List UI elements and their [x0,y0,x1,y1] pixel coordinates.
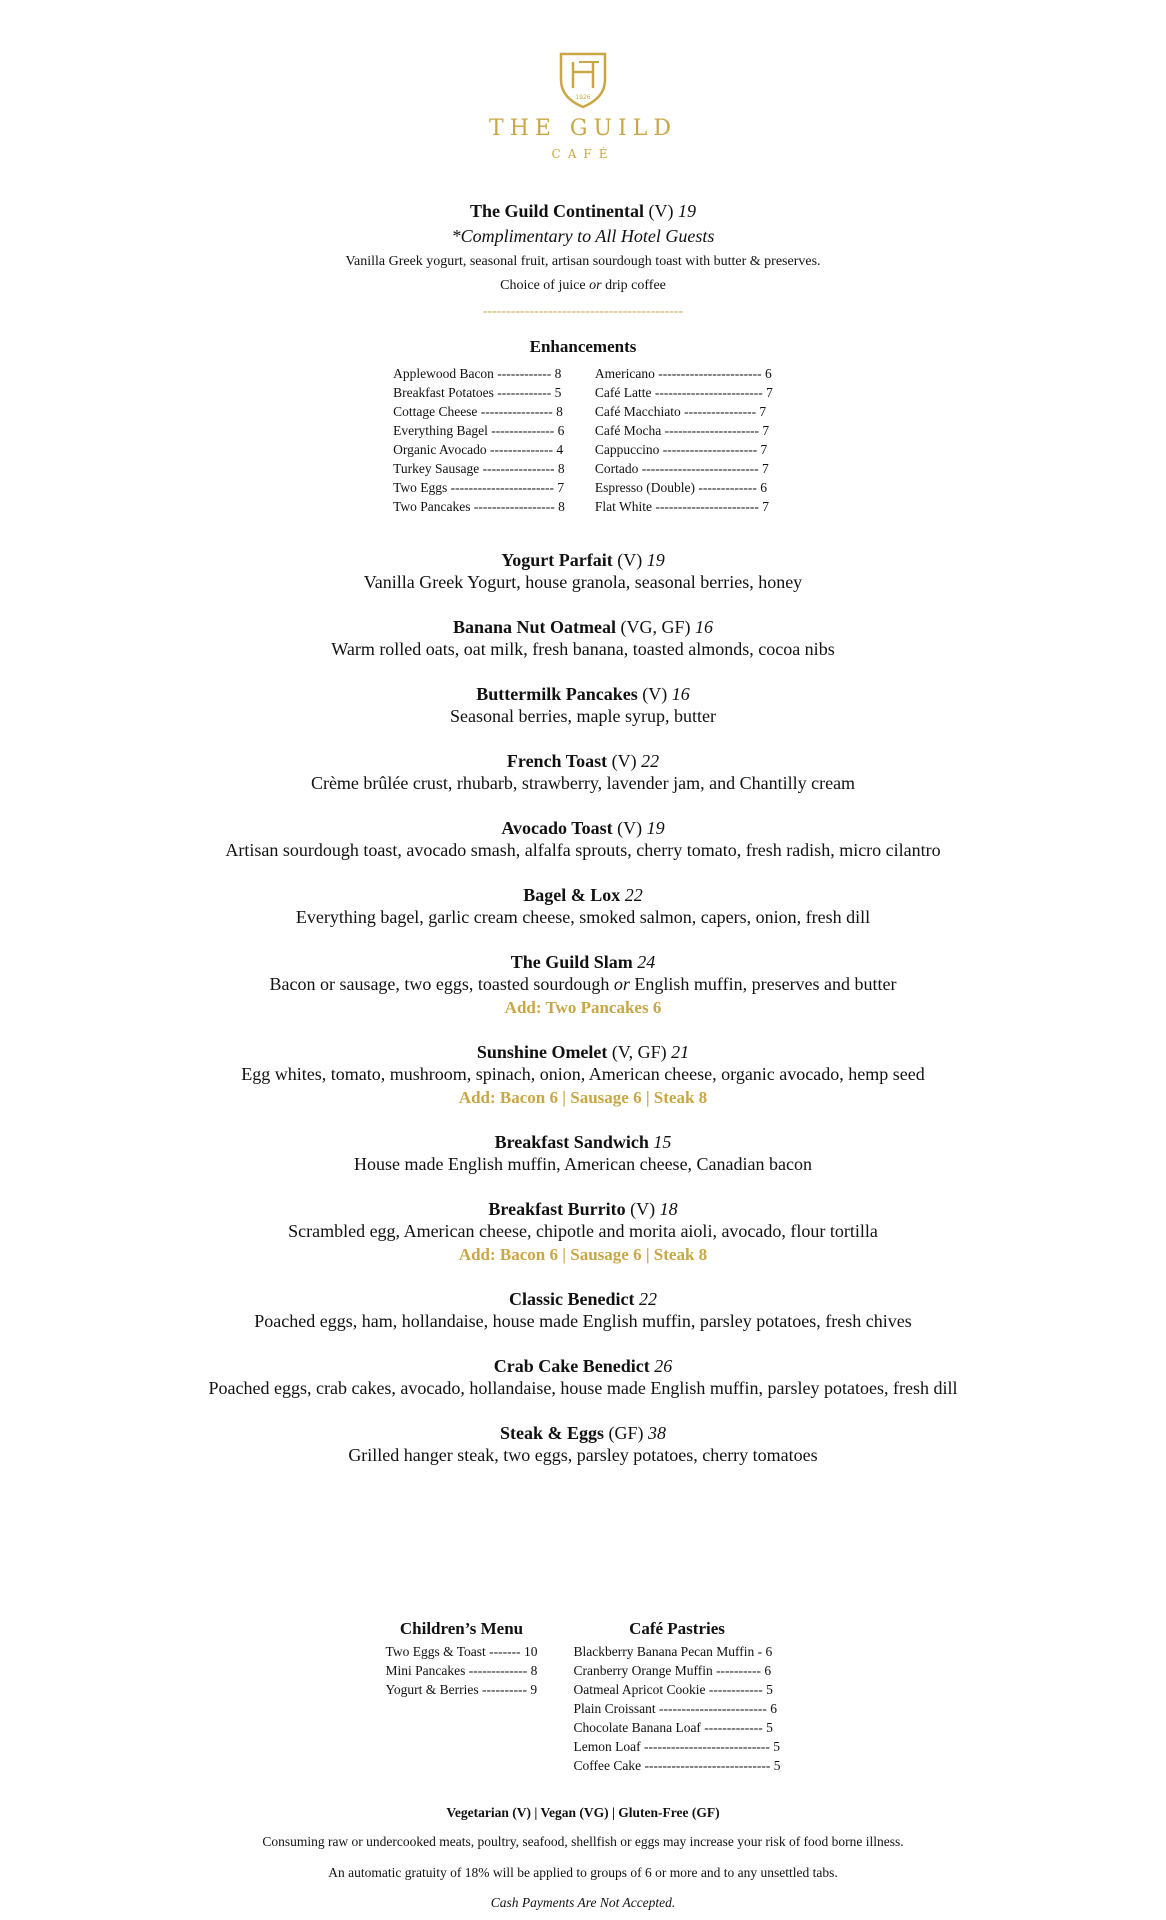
enhancements-coffee-list [595,364,773,516]
list-item: Oatmeal Apricot Cookie ------------ 5 [573,1682,773,1697]
main-menu [0,549,1166,1489]
menu-item-french-toast: French Toast (V) 22 Crème brûlée crust, rhubarb, strawberry, lavender jam, and Chantilly cream [310,751,856,793]
continental-choice: Choice of juice or drip coffee [500,278,666,293]
enhancements-title: Enhancements [529,337,637,356]
cafe-pastries-title: Café Pastries [629,1619,725,1638]
list-item: Organic Avocado -------------- 4 [393,442,564,457]
list-item: Applewood Bacon ------------ 8 [393,366,562,381]
footer [0,1800,1166,1918]
menu-item-guild-slam: The Guild Slam 24 Bacon or sausage, two eggs, toasted sourdough or English muffin, preserves and butter Add: Two Pancakes 6 [203,951,963,1019]
continental-name: The Guild Continental [469,201,645,221]
list-item: Turkey Sausage ---------------- 8 [393,461,565,476]
childrens-menu-title: Children’s Menu [399,1619,524,1638]
enhancements-section [0,336,1166,516]
menu-item-sunshine-omelet: Sunshine Omelet (V, GF) 21 Egg whites, tomato, mushroom, spinach, onion, American cheese, organic avocado, hemp seed Add: Bacon 6 | Sausage 6 | Steak 8 [203,1041,963,1109]
list-item: Two Pancakes ------------------ 8 [393,499,565,514]
menu-item-classic-benedict: Classic Benedict 22 Poached eggs, ham, hollandaise, house made English muffin, parsley potatoes, fresh chives [254,1289,912,1331]
continental-section [0,200,1166,322]
list-item: Cranberry Orange Muffin ---------- 6 [573,1663,772,1678]
list-item: Plain Croissant ------------------------ 6 [573,1701,778,1716]
complimentary-note: *Complimentary to All Hotel Guests [451,226,715,246]
continental-price: 19 [678,201,697,221]
brand-header [0,50,1166,161]
continental-tag: (V) [648,201,674,221]
add-on-note: Add: Bacon 6 | Sausage 6 | Steak 8 [458,1088,708,1107]
list-item: Everything Bagel -------------- 6 [393,423,565,438]
cafe-pastries [573,1618,780,1775]
list-item: Two Eggs ----------------------- 7 [393,480,565,495]
food-safety-warning: Consuming raw or undercooked meats, poultry, seafood, shellfish or eggs may increase your risk of food borne illness. [262,1834,904,1849]
menu-item-yogurt-parfait: Yogurt Parfait (V) 19 Vanilla Greek Yogurt, house granola, seasonal berries, honey [363,550,803,592]
menu-item-bagel-lox: Bagel & Lox 22 Everything bagel, garlic cream cheese, smoked salmon, capers, onion, fresh dill [295,885,871,927]
gold-divider: ------------------------------------------- [482,304,684,319]
brand-subtitle: CAFÉ [551,147,615,161]
list-item: Coffee Cake ---------------------------- 5 [573,1758,781,1773]
continental-description: Vanilla Greek yogurt, seasonal fruit, artisan sourdough toast with butter & preserves. [345,254,821,269]
childrens-menu [386,1618,538,1775]
list-item: Espresso (Double) ------------- 6 [594,480,767,495]
brand-name: THE GUILD [489,116,677,141]
list-item: Café Latte ------------------------ 7 [594,385,773,400]
bottom-lists [0,1618,1166,1775]
continental-title [0,200,1166,222]
menu-item-crab-cake-benedict: Crab Cake Benedict 26 Poached eggs, crab cakes, avocado, hollandaise, house made English muffin, parsley potatoes, fresh dill [208,1356,958,1398]
gratuity-note: An automatic gratuity of 18% will be applied to groups of 6 or more and to any unsettled tabs. [328,1865,838,1880]
add-on-note: Add: Two Pancakes 6 [504,998,662,1017]
list-item: Yogurt & Berries ---------- 9 [385,1682,538,1697]
enhancements-food-list [393,364,565,516]
list-item: Lemon Loaf ---------------------------- 5 [573,1739,780,1754]
menu-item-breakfast-sandwich: Breakfast Sandwich 15 House made English muffin, American cheese, Canadian bacon [353,1132,813,1174]
list-item: Breakfast Potatoes ------------ 5 [393,385,562,400]
list-item: Blackberry Banana Pecan Muffin - 6 [573,1644,773,1659]
list-item: Cortado -------------------------- 7 [594,461,769,476]
list-item: Café Macchiato ---------------- 7 [594,404,767,419]
cash-note: Cash Payments Are Not Accepted. [490,1895,676,1910]
list-item: Flat White ----------------------- 7 [594,499,769,514]
list-item: Cottage Cheese ---------------- 8 [393,404,563,419]
menu-item-breakfast-burrito: Breakfast Burrito (V) 18 Scrambled egg, American cheese, chipotle and morita aioli, avocado, flour tortilla Add: Bacon 6 | Sausage 6 | Steak 8 [203,1198,963,1266]
list-item: Americano ----------------------- 6 [594,366,772,381]
add-on-note: Add: Bacon 6 | Sausage 6 | Steak 8 [458,1245,708,1264]
list-item: Cappuccino --------------------- 7 [594,442,768,457]
menu-item-banana-nut-oatmeal: Banana Nut Oatmeal (VG, GF) 16 Warm rolled oats, oat milk, fresh banana, toasted almonds, cocoa nibs [331,617,835,659]
menu-item-avocado-toast: Avocado Toast (V) 19 Artisan sourdough toast, avocado smash, alfalfa sprouts, cherry tomato, fresh radish, micro cilantro [225,818,941,860]
list-item: Chocolate Banana Loaf ------------- 5 [573,1720,773,1735]
logo-year: 1926 [575,94,591,101]
list-item: Mini Pancakes ------------- 8 [385,1663,538,1678]
menu-item-steak-eggs: Steak & Eggs (GF) 38 Grilled hanger steak, two eggs, parsley potatoes, cherry tomatoes [348,1423,818,1465]
dietary-legend: Vegetarian (V) | Vegan (VG) | Gluten-Free (GF) [446,1805,720,1820]
guild-crest-logo [555,50,611,110]
menu-item-buttermilk-pancakes: Buttermilk Pancakes (V) 16 Seasonal berries, maple syrup, butter [450,684,716,726]
list-item: Two Eggs & Toast ------- 10 [385,1644,538,1659]
list-item: Café Mocha --------------------- 7 [594,423,770,438]
